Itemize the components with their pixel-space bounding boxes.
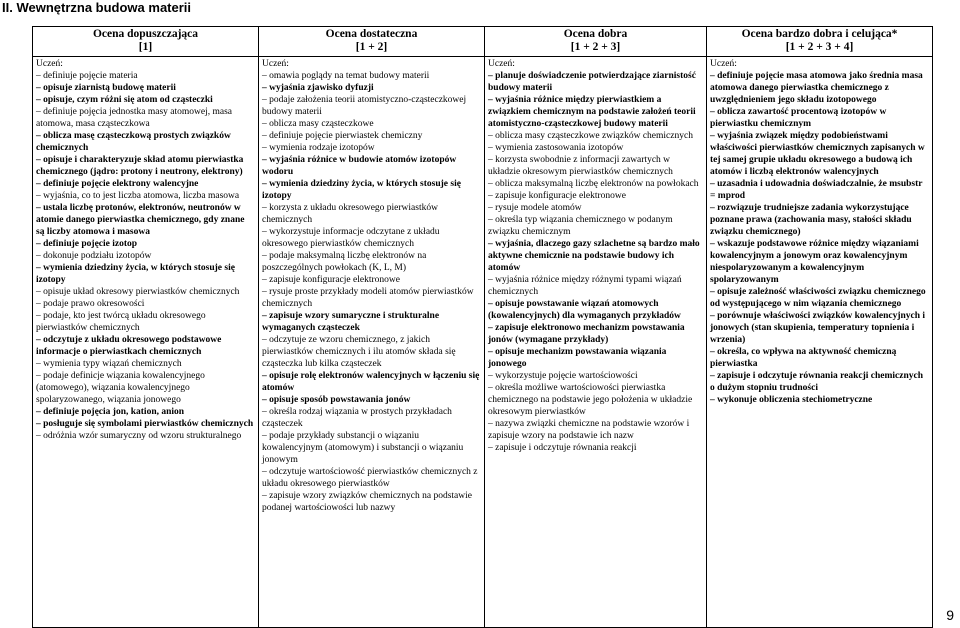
- requirement-item: – oblicza masy cząsteczkowe związków chemicznych: [488, 131, 693, 141]
- requirement-item: – oblicza maksymalną liczbę elektronów na powłokach: [488, 179, 699, 189]
- requirement-item: – opisuje układ okresowy pierwiastków chemicznych: [36, 287, 240, 297]
- requirement-item: – zapisuje konfiguracje elektronowe: [488, 191, 626, 201]
- requirement-item: – zapisuje wzory sumaryczne i strukturalne wymaganych cząsteczek: [262, 311, 440, 333]
- requirement-item: – zapisuje elektronowo mechanizm powstawania jonów (wymagane przykłady): [488, 323, 685, 345]
- requirement-item: – korzysta swobodnie z informacji zawartych w układzie okresowym pierwiastków chemicznych: [488, 155, 673, 177]
- requirement-item: – definiuje pojęcie izotop: [36, 239, 138, 249]
- requirement-item: – opisuje i charakteryzuje skład atomu pierwiastka chemicznego (jądro: protony i neutrony, elektrony): [36, 155, 244, 177]
- requirement-item: – wymienia dziedziny życia, w których stosuje się izotopy: [36, 263, 235, 285]
- requirement-item: – zapisuje konfiguracje elektronowe: [262, 275, 400, 285]
- requirement-item: – podaje prawo okresowości: [36, 299, 145, 309]
- grade-points: [1 + 2 + 3 + 4]: [785, 41, 854, 53]
- requirements-col-1: [33, 57, 259, 628]
- requirements-col-3: [485, 57, 707, 628]
- header-col-4: [707, 27, 933, 57]
- intro-label: Uczeń:: [710, 59, 737, 69]
- requirement-item: – posługuje się symbolami pierwiastków chemicznych: [36, 419, 254, 429]
- requirement-item: – podaje, kto jest twórcą układu okresowego pierwiastków chemicznych: [36, 311, 206, 333]
- requirement-item: – omawia poglądy na temat budowy materii: [262, 71, 430, 81]
- requirement-item: – porównuje właściwości związków kowalencyjnych i jonowych (stan skupienia, temperatury topnienia i wrzenia): [710, 311, 926, 345]
- requirements-col-4: [707, 57, 933, 628]
- requirement-item: – zapisuje wzory związków chemicznych na podstawie podanej wartościowości lub nazwy: [262, 491, 472, 513]
- requirement-item: – wyjaśnia zjawisko dyfuzji: [262, 83, 374, 93]
- requirement-item: – rysuje proste przykłady modeli atomów pierwiastków chemicznych: [262, 287, 474, 309]
- requirement-item: – definiuje pojęcia jednostka masy atomowej, masa atomowa, masa cząsteczkowa: [36, 107, 233, 129]
- requirement-item: – ustala liczbę protonów, elektronów, neutronów w atomie danego pierwiastka chemicznego, gdy znane są liczby atomowa i masowa: [36, 203, 245, 237]
- requirement-item: – wykorzystuje informacje odczytane z układu okresowego pierwiastków chemicznych: [262, 227, 440, 249]
- requirement-item: – podaje przykłady substancji o wiązaniu kowalencyjnym (atomowym) i substancji o wiązaniu jonowym: [262, 431, 464, 465]
- requirement-item: – wykorzystuje pojęcie wartościowości: [488, 371, 638, 381]
- requirement-item: – oblicza masy cząsteczkowe: [262, 119, 374, 129]
- section-title: II. Wewnętrzna budowa materii: [2, 0, 192, 15]
- requirement-item: – opisuje mechanizm powstawania wiązania jonowego: [488, 347, 667, 369]
- requirements-col-2: [259, 57, 485, 628]
- requirement-item: – wyjaśnia różnice w budowie atomów izotopów wodoru: [262, 155, 457, 177]
- requirement-item: – rysuje modele atomów: [488, 203, 582, 213]
- requirement-item: – rozwiązuje trudniejsze zadania wykorzystujące poznane prawa (zachowania masy, stałości składu związku chemicznego): [710, 203, 912, 237]
- requirement-item: – określa możliwe wartościowości pierwiastka chemicznego na podstawie jego położenia w układzie okresowym pierwiastków: [488, 383, 693, 417]
- grade-points: [1 + 2]: [355, 41, 388, 53]
- requirement-item: – wyjaśnia różnice między różnymi typami wiązań chemicznych: [488, 275, 682, 297]
- requirement-item: – definiuje pojęcie elektrony walencyjne: [36, 179, 199, 189]
- grade-points: [1 + 2 + 3]: [570, 41, 621, 53]
- intro-label: Uczeń:: [262, 59, 289, 69]
- grading-table: [32, 26, 933, 628]
- requirement-item: – definiuje pojęcie masa atomowa jako średnia masa atomowa danego pierwiastka chemicznego z uwzględnieniem jego składu izotopowego: [710, 71, 923, 105]
- intro-label: Uczeń:: [36, 59, 63, 69]
- requirement-item: – definiuje pojęcie pierwiastek chemiczny: [262, 131, 423, 141]
- grade-points: [1]: [138, 41, 153, 53]
- requirement-item: – uzasadnia i udowadnia doświadczalnie, że msubstr = mprod: [710, 179, 923, 201]
- requirement-item: – zapisuje i odczytuje równania reakcji: [488, 443, 637, 453]
- requirement-item: – korzysta z układu okresowego pierwiastków chemicznych: [262, 203, 438, 225]
- requirement-item: – wymienia typy wiązań chemicznych: [36, 359, 182, 369]
- header-row: [33, 27, 933, 57]
- requirement-item: – wyjaśnia, co to jest liczba atomowa, liczba masowa: [36, 191, 240, 201]
- requirement-item: – odczytuje z układu okresowego podstawowe informacje o pierwiastkach chemicznych: [36, 335, 222, 357]
- requirement-item: – opisuje zależność właściwości związku chemicznego od występującego w nim wiązania chemicznego: [710, 287, 926, 309]
- requirement-item: – podaje założenia teorii atomistyczno-cząsteczkowej budowy materii: [262, 95, 467, 117]
- requirement-item: – nazywa związki chemiczne na podstawie wzorów i zapisuje wzory na podstawie ich nazw: [488, 419, 690, 441]
- requirement-item: – oblicza zawartość procentową izotopów w pierwiastku chemicznym: [710, 107, 887, 129]
- requirement-item: – wskazuje podstawowe różnice między wiązaniami kowalencyjnym a jonowym oraz kowalencyjnym niespolaryzowanym a kowalencyjnym spolaryzowanym: [710, 239, 919, 285]
- requirement-item: – planuje doświadczenie potwierdzające ziarnistość budowy materii: [488, 71, 696, 93]
- requirement-item: – opisuje rolę elektronów walencyjnych w łączeniu się atomów: [262, 371, 480, 393]
- requirement-item: – opisuje powstawanie wiązań atomowych (kowalencyjnych) dla wymaganych przykładów: [488, 299, 681, 321]
- requirement-item: – wyjaśnia, dlaczego gazy szlachetne są bardzo mało aktywne chemicznie na podstawie budowy ich atomów: [488, 239, 700, 273]
- requirement-item: – oblicza masę cząsteczkową prostych związków chemicznych: [36, 131, 231, 153]
- requirement-item: – definiuje pojęcie materia: [36, 71, 138, 81]
- grade-label: Ocena dopuszczająca: [92, 28, 199, 40]
- requirement-item: – określa rodzaj wiązania w prostych przykładach cząsteczek: [262, 407, 452, 429]
- requirement-item: – opisuje, czym różni się atom od cząsteczki: [36, 95, 213, 105]
- header-col-2: [259, 27, 485, 57]
- requirement-item: – określa, co wpływa na aktywność chemiczną pierwiastka: [710, 347, 897, 369]
- requirement-item: – zapisuje i odczytuje równania reakcji chemicznych o dużym stopniu trudności: [710, 371, 924, 393]
- requirement-item: – wymienia rodzaje izotopów: [262, 143, 375, 153]
- requirement-item: – odczytuje wartościowość pierwiastków chemicznych z układu okresowego pierwiastków: [262, 467, 478, 489]
- requirement-item: – podaje definicje wiązania kowalencyjnego (atomowego), wiązania kowalencyjnego spolaryzowanego, wiązania jonowego: [36, 371, 205, 405]
- intro-label: Uczeń:: [488, 59, 515, 69]
- requirement-item: – dokonuje podziału izotopów: [36, 251, 152, 261]
- content-row: [33, 57, 933, 628]
- page-number: 9: [946, 607, 954, 623]
- header-col-1: [33, 27, 259, 57]
- requirement-item: – wymienia dziedziny życia, w których stosuje się izotopy: [262, 179, 461, 201]
- requirement-item: – odczytuje ze wzoru chemicznego, z jakich pierwiastków chemicznych i ilu atomów składa się cząsteczka lub kilka cząsteczek: [262, 335, 456, 369]
- requirement-item: – wymienia zastosowania izotopów: [488, 143, 624, 153]
- requirement-item: – podaje maksymalną liczbę elektronów na poszczególnych powłokach (K, L, M): [262, 251, 427, 273]
- requirement-item: – definiuje pojęcia jon, kation, anion: [36, 407, 185, 417]
- requirement-item: – określa typ wiązania chemicznego w podanym związku chemicznym: [488, 215, 673, 237]
- grade-label: Ocena bardzo dobra i celująca*: [741, 28, 898, 40]
- grade-label: Ocena dostateczna: [325, 28, 418, 40]
- header-col-3: [485, 27, 707, 57]
- grade-label: Ocena dobra: [563, 28, 628, 40]
- requirement-item: – odróżnia wzór sumaryczny od wzoru strukturalnego: [36, 431, 242, 441]
- requirement-item: – wyjaśnia różnice między pierwiastkiem a związkiem chemicznym na podstawie założeń teorii atomistyczno-cząsteczkowej budowy materii: [488, 95, 696, 129]
- requirement-item: – opisuje ziarnistą budowę materii: [36, 83, 176, 93]
- requirement-item: – wyjaśnia związek między podobieństwami właściwości pierwiastków chemicznych zapisanych w tej samej grupie układu okresowego a budową ich atomów i liczbą elektronów walencyjnych: [710, 131, 925, 177]
- requirement-item: – wykonuje obliczenia stechiometryczne: [710, 395, 873, 405]
- requirement-item: – opisuje sposób powstawania jonów: [262, 395, 411, 405]
